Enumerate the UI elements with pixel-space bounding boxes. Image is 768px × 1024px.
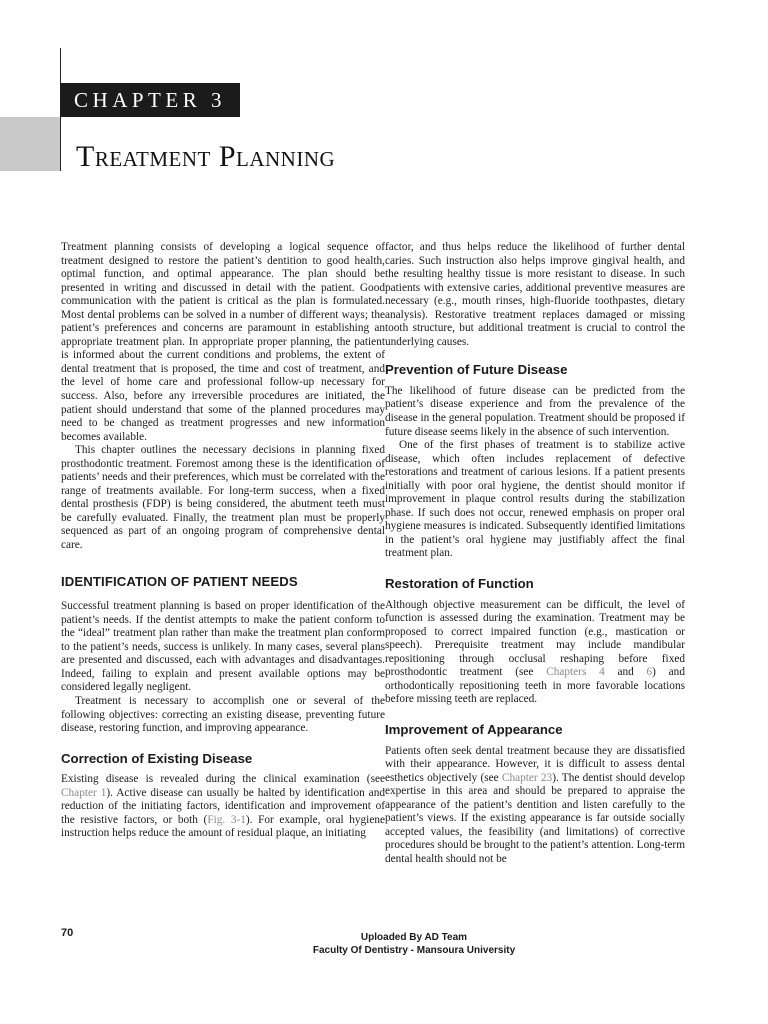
chapter-link[interactable]: Chapter 23 — [501, 771, 553, 784]
footer-institution: Faculty Of Dentistry - Mansoura University — [312, 945, 516, 956]
body-paragraph: Successful treatment planning is based on proper identification of the patient’s needs. If the dentist attempts to make the patient conform to the “ideal” treatment plan rather than make the treatment plan conform to the patient’s needs, success is unlikely. In many cases, several plans are presented and discussed, each with advantages and disadvantages. Indeed, failing to explain and present available options may be considered legally negligent. — [61, 600, 385, 694]
text-run: Patients often seek dental treatment because they are dissatisfied with their appearance. However, it is difficult to assess dental esthetics objectively (see — [385, 744, 685, 784]
text-run: ). The dentist should develop expertise in this area and should be prepared to appraise the appearance of the patient’s dentition and listen carefully to the patient’s views. If the existing appearance is far outside socially accepted values, the feasibility (and limitations) of corrective procedures should be brought to the patient’s attention. Long-term dental health should not be — [385, 771, 686, 865]
subsection-heading: Improvement of Appearance — [385, 721, 563, 737]
text-run: ). For example, oral hygiene instruction helps reduce the amount of residual plaque, an initiating — [61, 813, 385, 840]
chapter-label: CHAPTER 3 — [60, 83, 240, 117]
figure-link[interactable]: Fig. 3-1 — [207, 813, 246, 826]
page-number: 70 — [61, 927, 74, 939]
chapter-title: Treatment Planning — [76, 140, 336, 173]
left-column — [61, 241, 385, 841]
text-run: ). Active disease can usually be halted by identification and reduction of the initiating factors, identification and improvement of the resistive factors, or both ( — [61, 786, 385, 826]
body-paragraph — [385, 745, 685, 867]
section-heading: IDENTIFICATION OF PATIENT NEEDS — [61, 573, 298, 589]
subsection-heading: Restoration of Function — [385, 576, 534, 592]
intro-paragraph: This chapter outlines the necessary decisions in planning fixed prosthodontic treatment. Foremost among these is the identification of patients’ needs and their preferences, which must be correlated with the range of treatments available. For long-term success, when a fixed dental prosthesis (FDP) is being considered, the abutment teeth must be carefully evaluated. Finally, the treatment plan must be properly sequenced as part of an ongoing program of comprehensive dental care. — [61, 444, 385, 552]
intro-paragraph: Treatment planning consists of developing a logical sequence of treatment designed to restore the patient’s dentition to good health, optimal function, and optimal appearance. The plan should be presented in writing and discussed in detail with the patient. Good communication with the patient is critical as the plan is formulated. Most dental problems can be solved in a number of different ways; the patient’s preferences and concerns are paramount in establishing an appropriate treatment plan. In appropriate proper planning, the patient is informed about the current conditions and problems, the extent of dental treatment that is proposed, the time and cost of treatment, and the level of home care and professional follow-up necessary for success. Also, before any irreversible procedures are initiated, the patient should understand that some of the planned procedures may need to be changed as treatment progresses and new information becomes available. — [61, 241, 385, 443]
text-run: Although objective measurement can be difficult, the level of function is assessed during the examination. Treatment may be proposed to correct impaired function (e.g., mastication or speech). Prerequisite treatment may include mandibular repositioning through occlusal reshaping before fixed prosthodontic treatment (see — [385, 598, 685, 679]
text-run: and — [604, 666, 647, 679]
body-paragraph: One of the first phases of treatment is to stabilize active disease, which often includes replacement of defective restorations and treatment of carious lesions. If a patient presents initially with poor oral hygiene, the dentist should monitor if improvement in plaque control results during the stabilization phase. If such does not occur, renewed emphasis on proper oral hygiene measures is indicated. Subsequently identified limitations in the patient’s oral hygiene may justifiably affect the final treatment plan. — [385, 439, 685, 560]
body-paragraph — [385, 599, 685, 707]
body-paragraph: Treatment is necessary to accomplish one or several of the following objectives: correcting an existing disease, preventing future disease, restoring function, and improving appearance. — [61, 694, 385, 735]
chapter-link[interactable]: Chapters 4 — [546, 666, 605, 679]
body-paragraph: factor, and thus helps reduce the likelihood of further dental caries. Such instruction also helps improve gingival health, and the resulting healthy tissue is more resistant to disease. In such patients with extensive caries, additional preventive measures are necessary (e.g., mouth rinses, high-fluoride toothpastes, dietary analysis). Restorative treatment replaces damaged or missing tooth structure, but additional treatment is crucial to control the underlying causes. — [385, 241, 685, 348]
text-run: Existing disease is revealed during the clinical examination (see — [61, 773, 385, 786]
text-run: ) and orthodontically repositioning teeth in more favorable locations before missing teeth are replaced. — [385, 666, 685, 706]
footer-upload-credit: Uploaded By AD Team — [360, 932, 468, 943]
subsection-heading: Prevention of Future Disease — [385, 362, 568, 378]
chapter-link[interactable]: Chapter 1 — [61, 786, 107, 799]
chapter-gray-block — [0, 117, 60, 171]
chapter-link[interactable]: 6 — [646, 666, 653, 679]
body-paragraph — [61, 773, 385, 841]
right-column — [385, 241, 685, 866]
subsection-heading: Correction of Existing Disease — [61, 750, 253, 766]
body-paragraph: The likelihood of future disease can be predicted from the patient’s disease experience and from the prevalence of the disease in the general population. Treatment should be proposed if future disease seems likely in the absence of such intervention. — [385, 384, 685, 438]
